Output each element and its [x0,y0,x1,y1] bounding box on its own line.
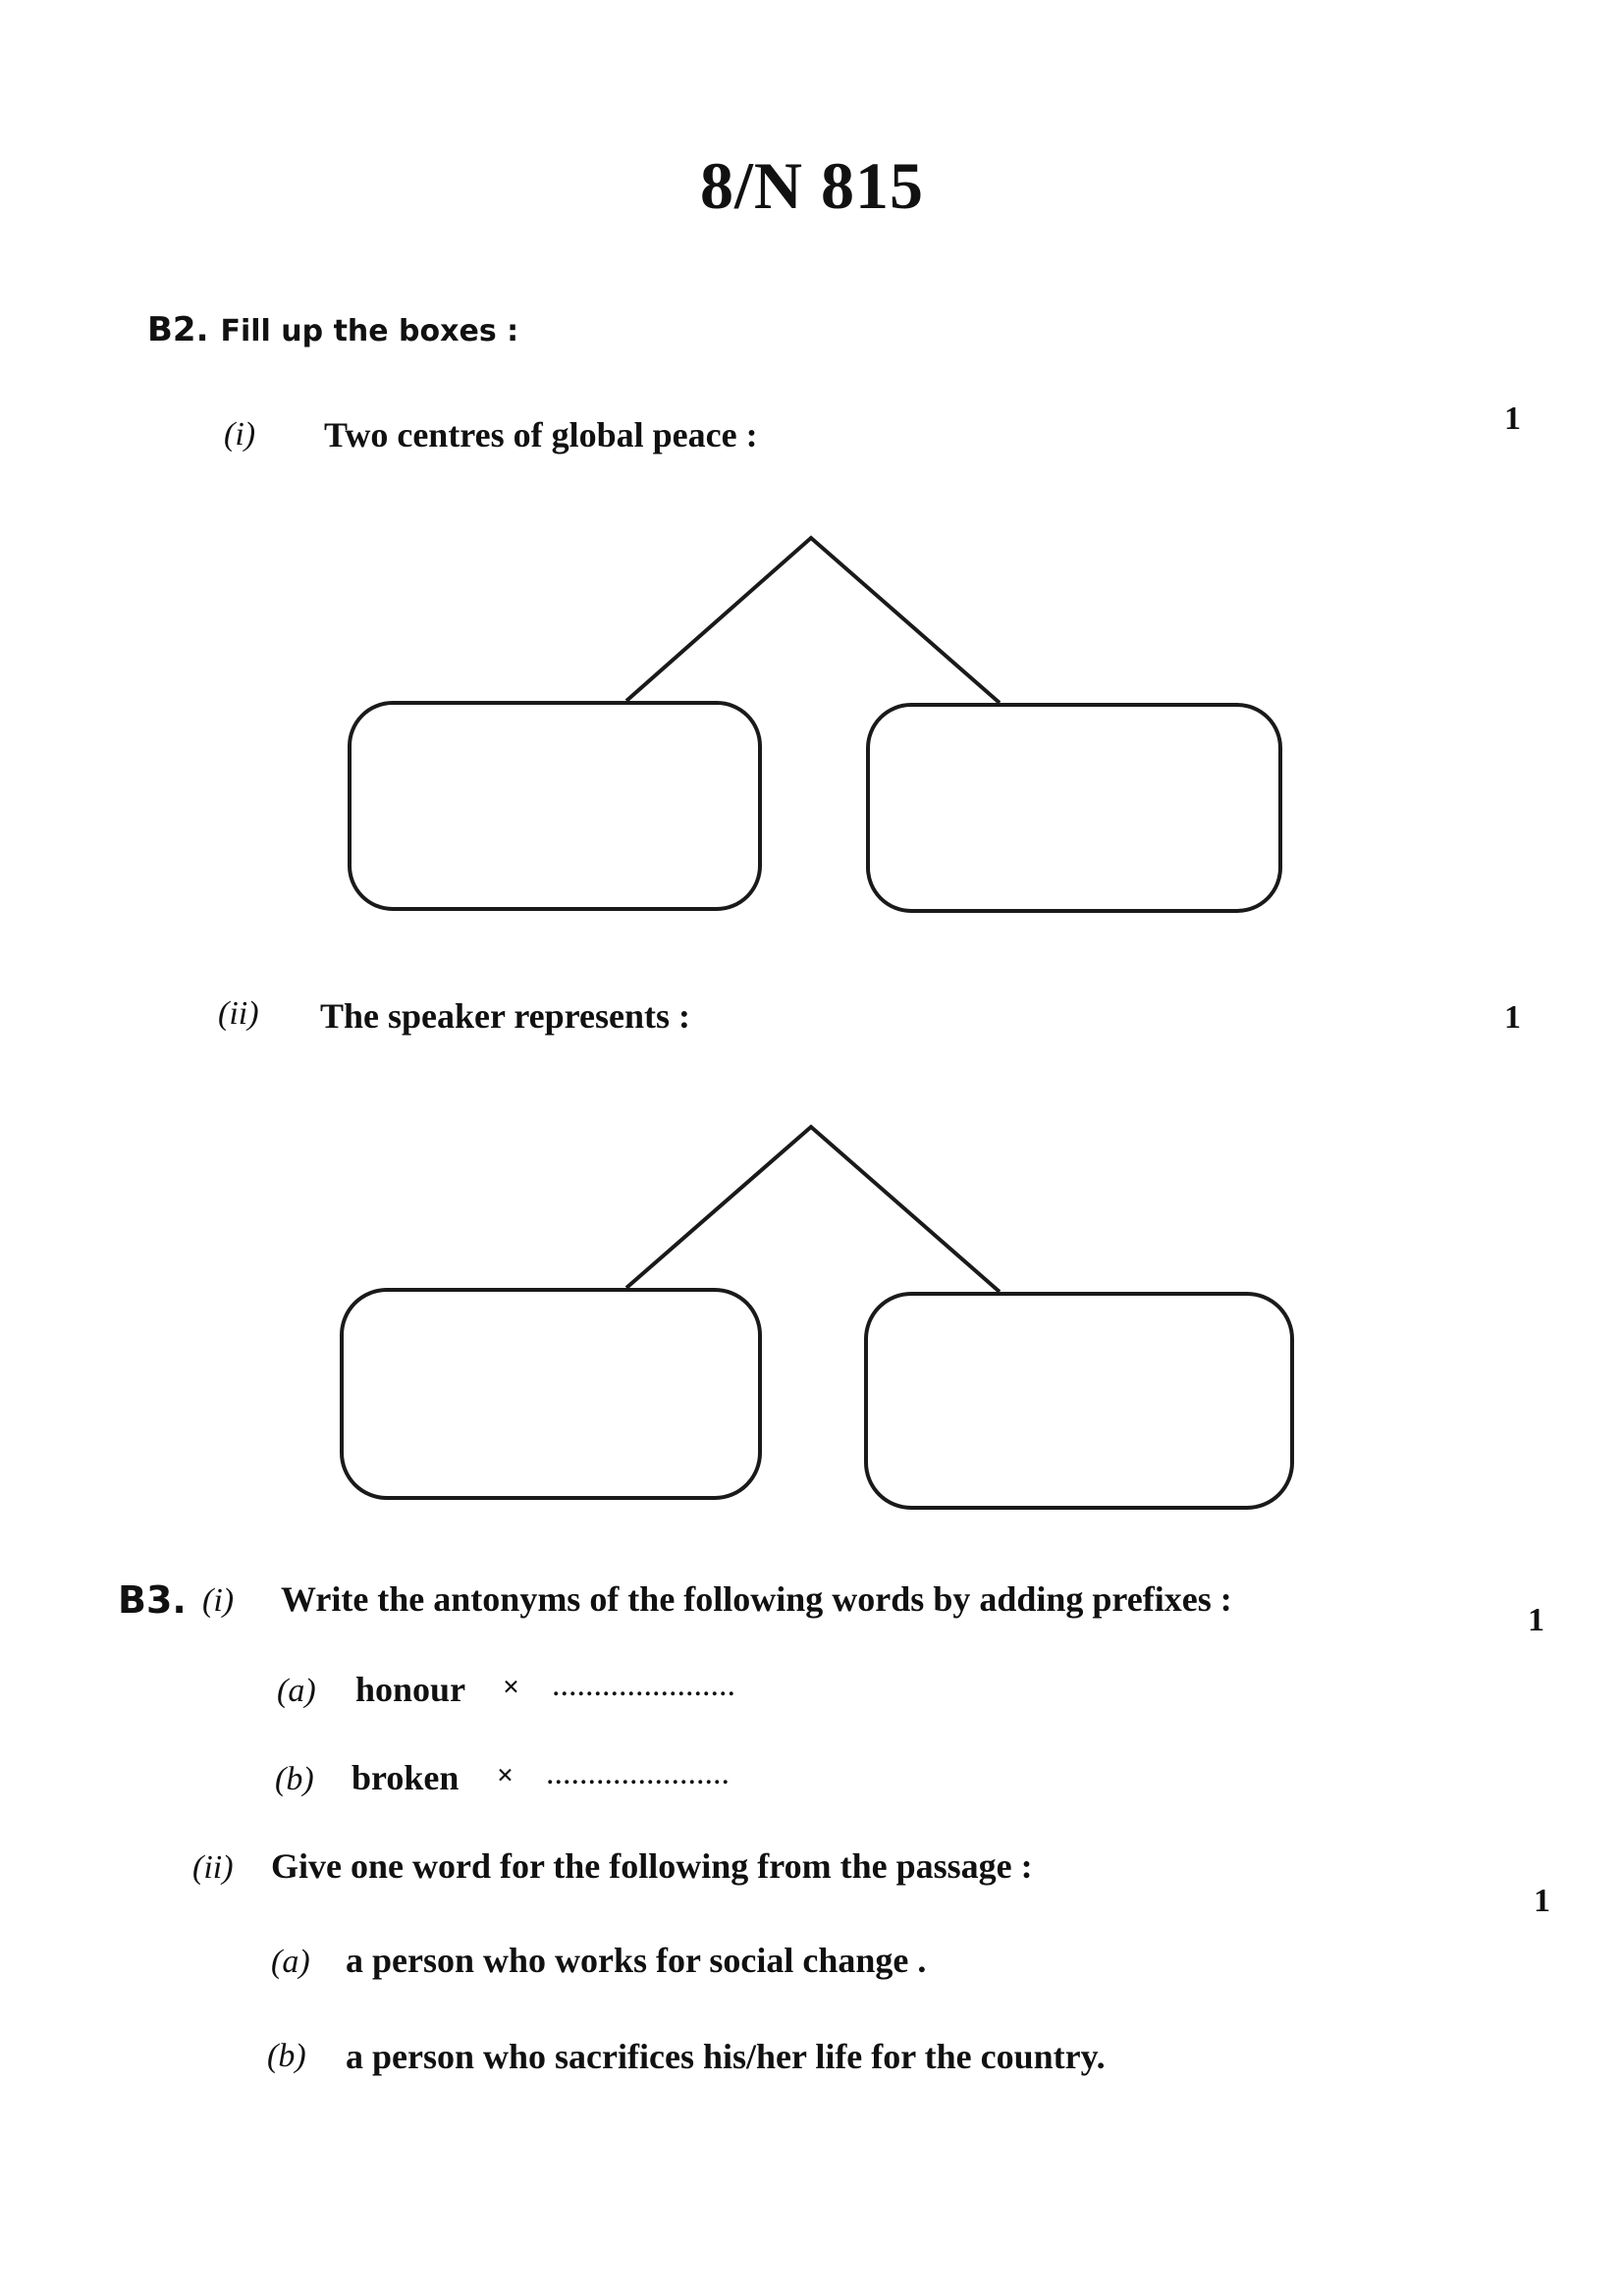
sub-item-letter: (a) [277,1673,316,1709]
marks: 1 [1534,1883,1550,1919]
question-title: Fill up the boxes : [220,314,519,348]
sub-item-text: a person who works for social change . [346,1941,927,1980]
sub-item-letter: (b) [275,1761,314,1797]
item-text: Write the antonyms of the following words by adding prefixes : [281,1579,1232,1619]
item-text: The speaker represents : [320,996,690,1036]
marks: 1 [1528,1602,1544,1638]
sub-item-letter: (a) [271,1944,310,1980]
question-number: B2. [147,310,209,349]
answer-box-right[interactable] [866,1294,1292,1508]
answer-blank[interactable]: ...................... [546,1755,730,1791]
word: honour [355,1670,466,1709]
cross-symbol: × [497,1759,514,1791]
connector-lines [626,538,1000,703]
answer-box-left[interactable] [350,703,760,909]
cross-symbol: × [503,1671,520,1703]
answer-box-right[interactable] [868,705,1280,911]
paper-code: 8/N 815 [700,148,924,223]
item-number: (i) [202,1582,235,1619]
item-text: Give one word for the following from the passage : [271,1846,1033,1886]
answer-box-left[interactable] [342,1290,760,1498]
marks: 1 [1504,400,1521,437]
marks: 1 [1504,999,1521,1036]
diagram-speaker-represents [342,1127,1292,1508]
item-number: (ii) [218,995,259,1032]
diagram-centres-of-peace [350,538,1280,911]
sub-item-letter: (b) [267,2038,306,2074]
item-number: (i) [224,416,256,453]
connector-lines [626,1127,1000,1292]
sub-item-text: a person who sacrifices his/her life for the country. [346,2037,1106,2076]
word: broken [352,1758,460,1797]
item-text: Two centres of global peace : [324,415,758,454]
answer-blank[interactable]: ...................... [552,1667,735,1703]
item-number: (ii) [192,1849,234,1886]
question-number: B3. [118,1578,187,1622]
